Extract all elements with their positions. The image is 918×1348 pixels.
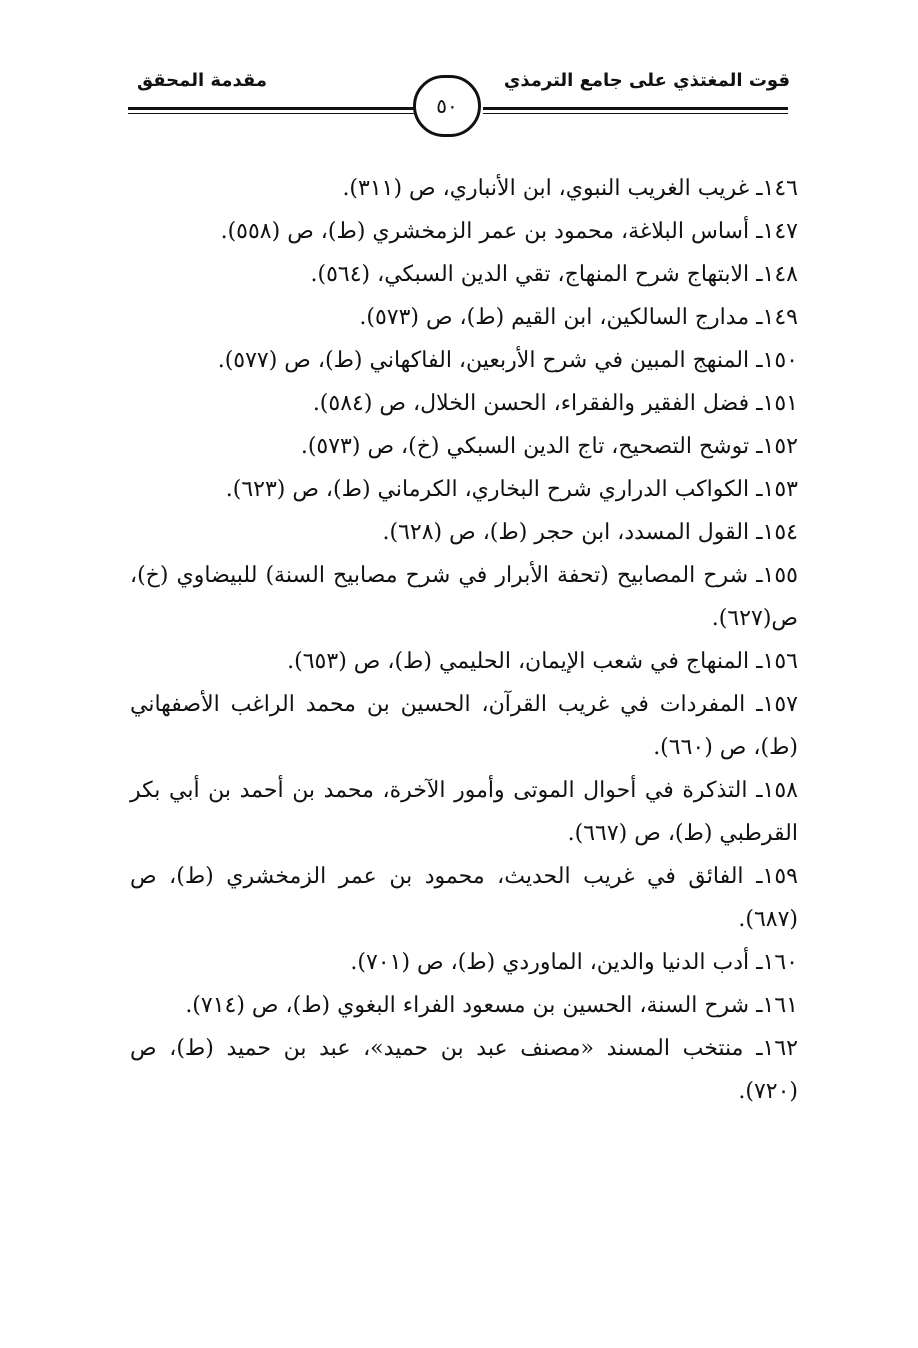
list-item: ١٥١ـ فضل الفقير والفقراء، الحسن الخلال، ص (٥٨٤). — [312, 391, 798, 416]
list-item: ١٥٤ـ القول المسدد، ابن حجر (ط)، ص (٦٢٨). — [382, 520, 798, 545]
page-number-text: ٥٠ — [436, 94, 458, 118]
header-rule-right-thin — [483, 113, 788, 114]
header-rule-left-thin — [128, 113, 415, 114]
page-number — [413, 75, 481, 137]
list-item: ١٤٩ـ مدارج السالكين، ابن القيم (ط)، ص (٥٧٣). — [359, 305, 798, 330]
list-item: ١٦١ـ شرح السنة، الحسين بن مسعود الفراء البغوي (ط)، ص (٧١٤). — [185, 993, 798, 1018]
list-item: ١٥٠ـ المنهج المبين في شرح الأربعين، الفاكهاني (ط)، ص (٥٧٧). — [217, 348, 798, 373]
list-item: ١٥٩ـ الفائق في غريب الحديث، محمود بن عمر الزمخشري (ط)، ص (٦٨٧). — [130, 864, 798, 932]
book-title: قوت المغتذي على جامع الترمذي — [503, 70, 790, 91]
list-item: ١٤٨ـ الابتهاج شرح المنهاج، تقي الدين السبكي، (٥٦٤). — [310, 262, 798, 287]
list-item: ١٤٦ـ غريب الغريب النبوي، ابن الأنباري، ص (٣١١). — [342, 176, 798, 201]
list-item: ١٥٣ـ الكواكب الدراري شرح البخاري، الكرماني (ط)، ص (٦٢٣). — [225, 477, 798, 502]
list-item: ١٥٦ـ المنهاج في شعب الإيمان، الحليمي (ط)، ص (٦٥٣). — [287, 649, 798, 674]
list-item: ١٥٥ـ شرح المصابيح (تحفة الأبرار في شرح مصابيح السنة) للبيضاوي (خ)، ص(٦٢٧). — [130, 563, 798, 631]
header-rule-right-thick — [483, 107, 788, 110]
list-item: ١٥٢ـ توشح التصحيح، تاج الدين السبكي (خ)، ص (٥٧٣). — [300, 434, 798, 459]
list-item: ١٦٢ـ منتخب المسند «مصنف عبد بن حميد»، عبد بن حميد (ط)، ص (٧٢٠). — [130, 1036, 798, 1104]
list-item: ١٦٠ـ أدب الدنيا والدين، الماوردي (ط)، ص (٧٠١). — [350, 950, 798, 975]
list-item: ١٥٨ـ التذكرة في أحوال الموتى وأمور الآخرة، محمد بن أحمد بن أبي بكر القرطبي (ط)، ص (٦٦٧). — [130, 778, 798, 846]
section-title: مقدمة المحقق — [137, 70, 267, 91]
bibliography-list — [130, 167, 798, 1113]
header-rule-left-thick — [128, 107, 415, 110]
list-item: ١٤٧ـ أساس البلاغة، محمود بن عمر الزمخشري (ط)، ص (٥٥٨). — [220, 219, 798, 244]
list-item: ١٥٧ـ المفردات في غريب القرآن، الحسين بن محمد الراغب الأصفهاني (ط)، ص (٦٦٠). — [130, 692, 798, 760]
